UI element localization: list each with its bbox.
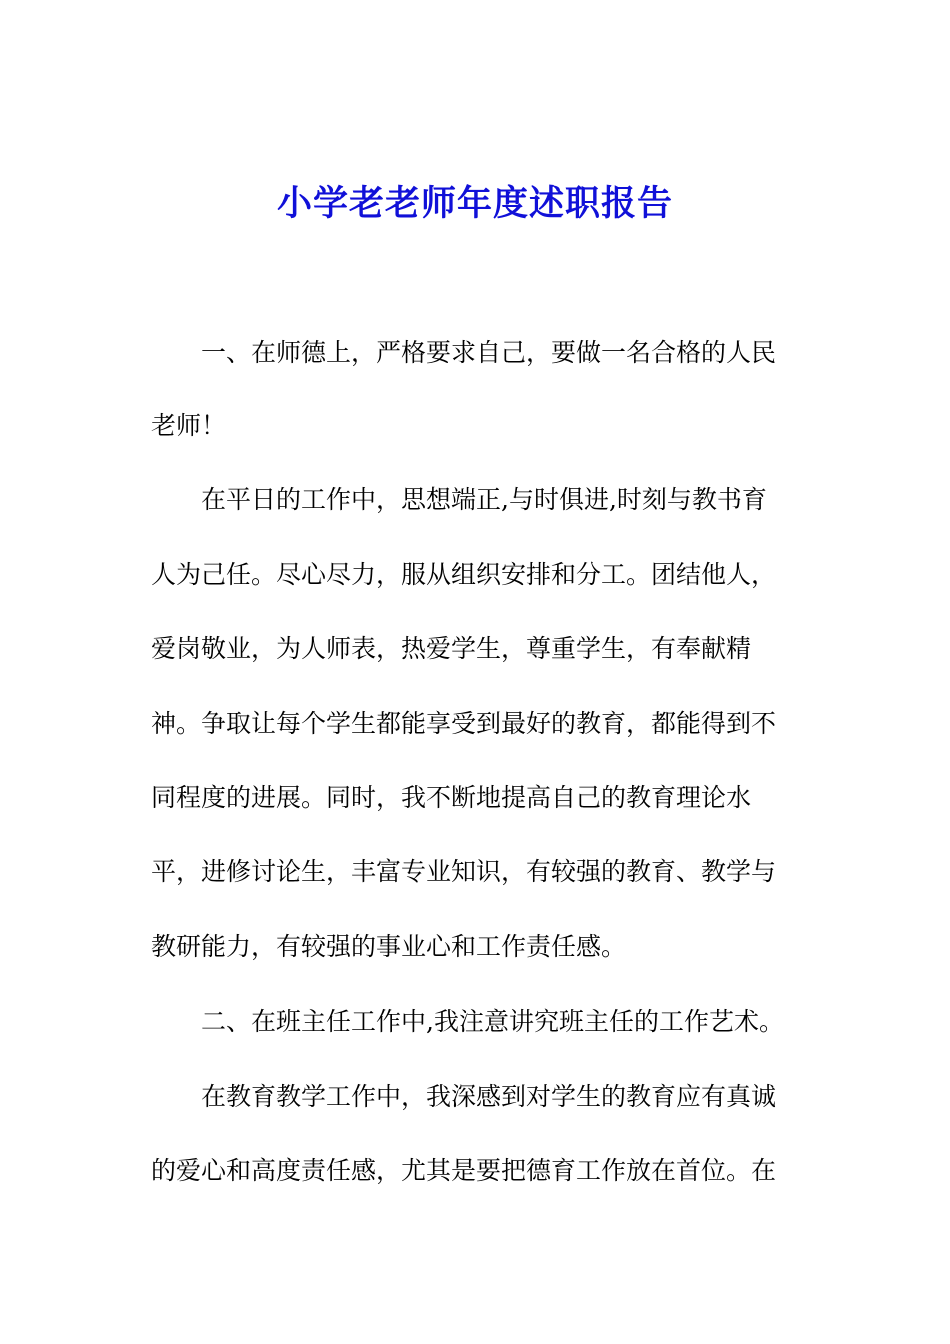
text-line: 神。争取让每个学生都能享受到最好的教育，都能得到不: [151, 709, 777, 738]
text-line: 二、在班主任工作中,我注意讲究班主任的工作艺术。: [201, 1007, 784, 1036]
text-line: 在教育教学工作中，我深感到对学生的教育应有真诚: [201, 1082, 777, 1111]
text-line: 老师！: [151, 411, 227, 440]
text-line: 平，进修讨论生，丰富专业知识，有较强的教育、教学与: [151, 857, 777, 886]
text-line: 爱岗敬业，为人师表，热爱学生，尊重学生，有奉献精: [151, 634, 752, 663]
text-line: 在平日的工作中，思想端正,与时俱进,时刻与教书育: [201, 485, 767, 514]
text-line: 一、在师德上，严格要求自己，要做一名合格的人民: [201, 338, 777, 367]
text-line: 同程度的进展。同时，我不断地提高自己的教育理论水: [151, 783, 752, 812]
text-line: 的爱心和高度责任感，尤其是要把德育工作放在首位。在: [151, 1156, 777, 1185]
document-title: 小学老老师年度述职报告: [276, 183, 673, 224]
text-line: 人为己任。尽心尽力，服从组织安排和分工。团结他人，: [151, 560, 777, 589]
text-line: 教研能力，有较强的事业心和工作责任感。: [151, 932, 627, 961]
